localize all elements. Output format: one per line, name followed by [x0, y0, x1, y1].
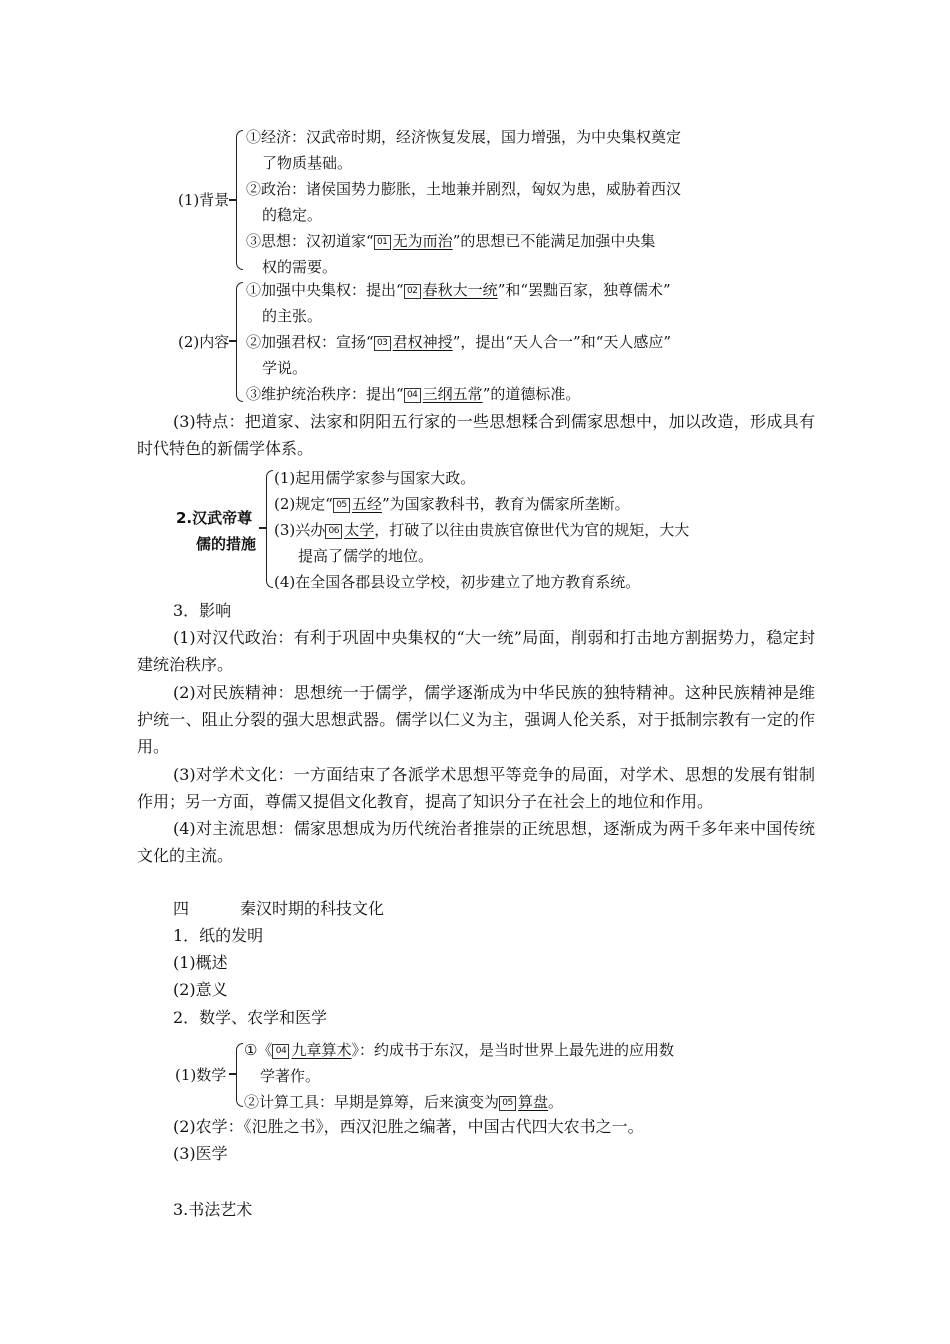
sx-label: (1)数学	[175, 1066, 227, 1084]
nr-label: (2)内容	[178, 333, 230, 351]
cs-line-5: (4)在全国各郡县设立学校，初步建立了地方教育系统。	[274, 573, 641, 591]
blank-number-06: 06	[325, 524, 342, 539]
cs-label-2: 儒的措施	[196, 535, 257, 553]
nr-brace-tip	[229, 340, 236, 342]
blank-number-04: 04	[404, 388, 421, 403]
nr-line-2: 的主张。	[262, 307, 323, 325]
yixue-heading: (3)医学	[173, 1144, 228, 1163]
yiyi-heading: (2)意义	[173, 980, 228, 999]
nr-brace	[236, 282, 243, 402]
bg-line-4: 的稳定。	[262, 206, 323, 224]
sx-line-1: ①《 04 九章算术》：约成书于东汉，是当时世界上最先进的应用数	[244, 1041, 674, 1059]
blank-number-05b: 05	[499, 1096, 516, 1111]
section-4-number: 四	[173, 899, 190, 918]
yingxiang-paragraph-2: (2)对民族精神：思想统一于儒学，儒学逐渐成为中华民族的独特精神。这种民族精神是维护统一、阻止分裂的强大思想武器。儒学以仁义为主，强调人伦关系，对于抵制宗教有一定的作用。	[137, 683, 815, 756]
zhi-heading: 1．纸的发明	[173, 926, 264, 945]
yingxiang-paragraph-1: (1)对汉代政治：有利于巩固中央集权的“大一统”局面，削弱和打击地方割据势力，稳定封建统治秩序。	[137, 628, 815, 674]
sx-brace-tip	[229, 1073, 236, 1075]
nr-line-5: ③维护统治秩序：提出“ 04 三纲五常”的道德标准。	[246, 385, 581, 403]
shufa-heading: 3.书法艺术	[173, 1200, 253, 1219]
nongxue-line: (2)农学：《氾胜之书》，西汉氾胜之编著，中国古代四大农书之一。	[173, 1117, 644, 1136]
bg-label: (1)背景	[178, 191, 230, 209]
bg-brace	[236, 130, 243, 270]
bg-line-3: ②政治：诸侯国势力膨胀，土地兼并剧烈，匈奴为患，威胁着西汉	[246, 180, 682, 198]
yingxiang-paragraph-3: (3)对学术文化：一方面结束了各派学术思想平等竞争的局面，对学术、思想的发展有钳制作用；另一方面，尊儒又提倡文化教育，提高了知识分子在社会上的地位和作用。	[137, 765, 815, 811]
nr-line-1: ①加强中央集权：提出“ 02 春秋大一统”和“罢黜百家，独尊儒术”	[246, 281, 671, 299]
sx-brace	[236, 1043, 243, 1107]
sx-line-2: 学著作。	[260, 1067, 321, 1085]
cs-brace-tip	[259, 527, 266, 529]
cs-line-4: 提高了儒学的地位。	[298, 547, 434, 565]
gaishu-heading: (1)概述	[173, 953, 228, 972]
blank-number-05: 05	[333, 498, 350, 513]
cs-line-3: (3)兴办 06 太学，打破了以往由贵族官僚世代为官的规矩，大大	[274, 521, 690, 539]
cs-line-1: (1)起用儒学家参与国家大政。	[274, 469, 476, 487]
cs-label-1: 2.汉武帝尊	[176, 509, 253, 527]
sx-line-3: ②计算工具：早期是算筹，后来演变为 05 算盘。	[244, 1093, 564, 1111]
bg-brace-tip	[229, 199, 236, 201]
tedian-paragraph: (3)特点：把道家、法家和阴阳五行家的一些思想糅合到儒家思想中，加以改造，形成具有时代特色的新儒学体系。	[137, 412, 815, 458]
bg-line-6: 权的需要。	[262, 258, 338, 276]
section-4-title: 秦汉时期的科技文化	[240, 899, 385, 918]
blank-number-03: 03	[374, 336, 391, 351]
bg-line-2: 了物质基础。	[262, 154, 353, 172]
blank-number-01: 01	[374, 235, 391, 250]
shuxue-heading: 2．数学、农学和医学	[173, 1008, 328, 1027]
cs-line-2: (2)规定“ 05 五经”为国家教科书，教育为儒家所垄断。	[274, 495, 630, 513]
bg-line-1: ①经济：汉武帝时期，经济恢复发展，国力增强，为中央集权奠定	[246, 128, 682, 146]
nr-line-3: ②加强君权：宣扬“ 03 君权神授”，提出“天人合一”和“天人感应”	[246, 333, 672, 351]
yingxiang-paragraph-4: (4)对主流思想：儒家思想成为历代统治者推崇的正统思想，逐渐成为两千多年来中国传统文化的主流。	[137, 819, 815, 865]
blank-number-04b: 04	[272, 1044, 289, 1059]
cs-brace	[266, 470, 273, 588]
nr-line-4: 学说。	[262, 359, 308, 377]
blank-number-02: 02	[404, 284, 421, 299]
bg-line-5: ③思想：汉初道家“ 01 无为而治”的思想已不能满足加强中央集	[246, 232, 656, 250]
yingxiang-heading: 3．影响	[173, 601, 232, 620]
